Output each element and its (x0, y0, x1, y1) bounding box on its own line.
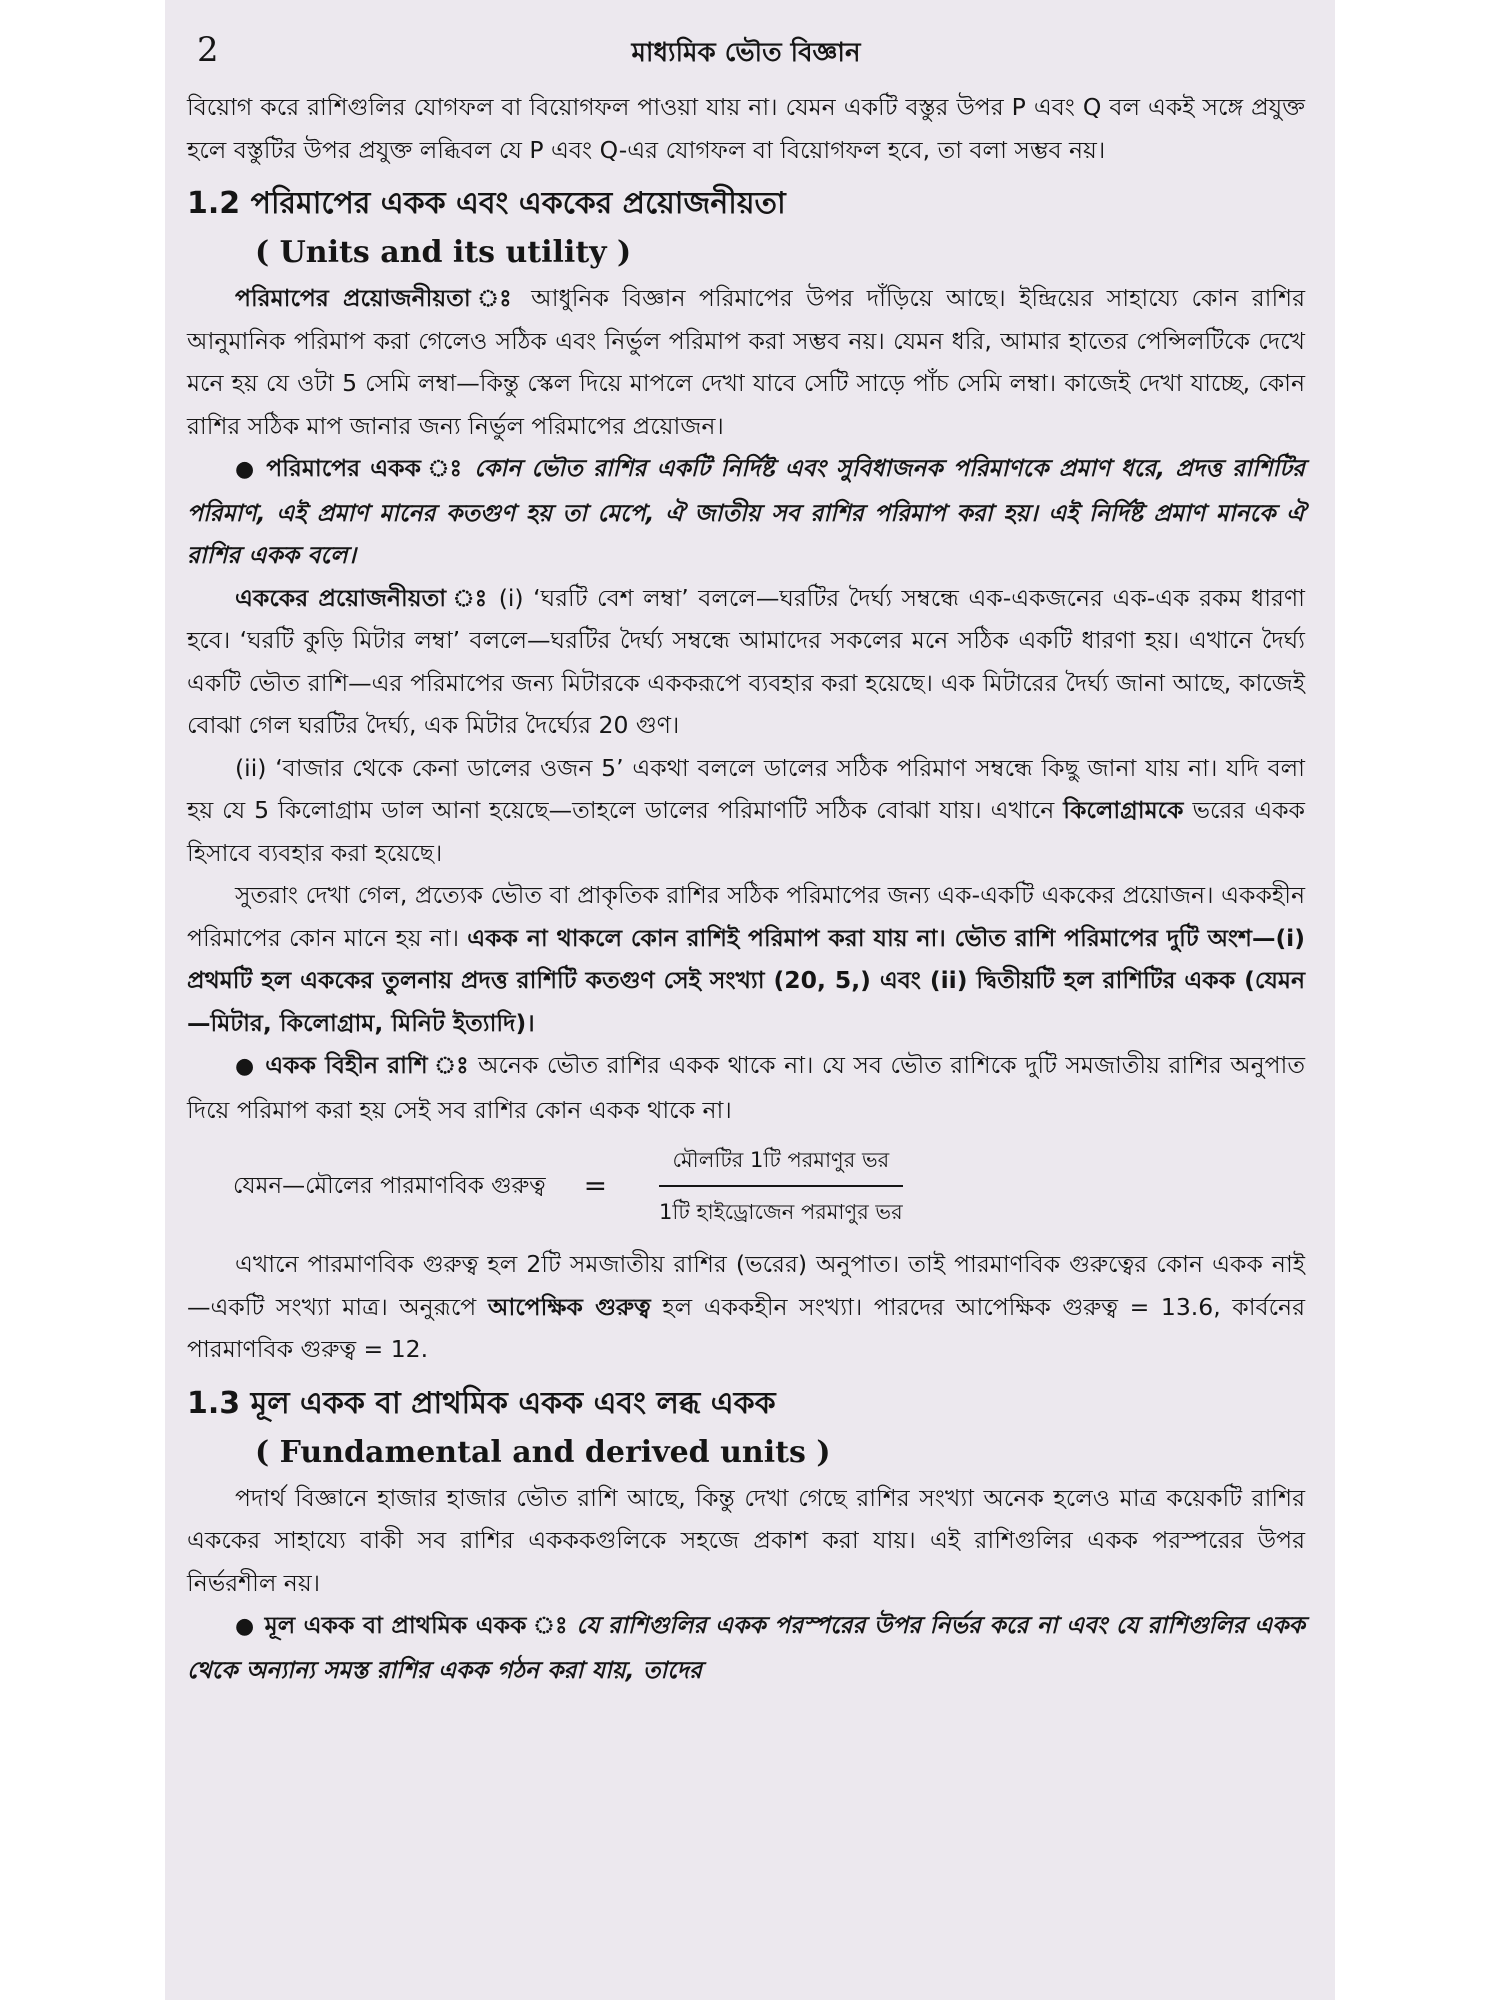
atomic-weight-formula (233, 1137, 1305, 1235)
unit-need-text: (i) ‘ঘরটি বেশ লম্বা’ বললে—ঘরটির দৈর্ঘ্য সম্বন্ধে এক-একজনের এক-এক রকম ধারণা হবে। ‘ঘরটি কুড়ি মিটার লম্বা’ বললে—ঘরটির দৈর্ঘ্য সম্বন্ধে আমাদের সকলের মনে সঠিক একটি ধারণা হয়। এখানে দৈর্ঘ্য একটি ভৌত রাশি—এর পরিমাপের জন্য মিটারকে এককরূপে ব্যবহার করা হয়েছে। এক মিটারের দৈর্ঘ্য জানা আছে, কাজেই বোঝা গেল ঘরটির দৈর্ঘ্য, এক মিটার দৈর্ঘ্যের 20 গুণ। (187, 583, 1305, 739)
summary-paragraph (187, 874, 1305, 1044)
summary-bold-text: একক না থাকলে কোন রাশিই পরিমাপ করা যায় না। ভৌত রাশি পরিমাপের দুটি অংশ—(i) প্রথমটি হল এককের তুলনায় প্রদত্ত রাশিটি কতগুণ সেই সংখ্যা (20, 5,) এবং (ii) দ্বিতীয়টি হল রাশিটির একক (যেমন—মিটার, কিলোগ্রাম, মিনিট ইত্যাদি)। (187, 923, 1305, 1037)
example-ii-text-b: ভরের একক হিসাবে ব্যবহার করা হয়েছে। (187, 796, 1305, 867)
unit-need-term: এককের প্রয়োজনীয়তা ঃ (235, 583, 490, 612)
page-header (187, 26, 1305, 86)
unit-definition-text: কোন ভৌত রাশির একটি নির্দিষ্ট এবং সুবিধাজনক পরিমাণকে প্রমাণ ধরে, প্রদত্ত রাশিটির পরিমাণ, এই প্রমাণ মানের কতগুণ হয় তা মেপে, ঐ জাতীয় সব রাশির পরিমাপ করা হয়। এই নির্দিষ্ট প্রমাণ মানকে ঐ রাশির একক বলে। (187, 454, 1305, 569)
formula-denominator: 1টি হাইড্রোজেন পরমাণুর ভর (659, 1200, 903, 1224)
relative-density-bold: আপেক্ষিক গুরুত্ব (487, 1292, 651, 1321)
formula-label: যেমন—মৌলের পারমাণবিক গুরুত্ব (233, 1172, 546, 1199)
fundamental-units-paragraph: পদার্থ বিজ্ঞানে হাজার হাজার ভৌত রাশি আছে, কিন্তু দেখা গেছে রাশির সংখ্যা অনেক হলেও মাত্র কয়েকটি রাশির এককের সাহায্যে বাকী সব রাশির একককগুলিকে সহজে প্রকাশ করা যায়। এই রাশিগুলির একক পরস্পরের উপর নির্ভরশীল নয়। (187, 1483, 1305, 1597)
textbook-page (165, 0, 1335, 2000)
unit-definition-term: ● পরিমাপের একক ঃ (235, 454, 464, 482)
fundamental-unit-definition (187, 1604, 1305, 1691)
measurement-need-text: আধুনিক বিজ্ঞান পরিমাপের উপর দাঁড়িয়ে আছে। ইন্দ্রিয়ের সাহায্যে কোন রাশির আনুমানিক পরিমাপ করা গেলেও সঠিক এবং নির্ভুল পরিমাপ করা সম্ভব নয়। যেমন ধরি, আমার হাতের পেন্সিলটিকে দেখে মনে হয় যে ওটা 5 সেমি লম্বা—কিন্তু স্কেল দিয়ে মাপলে দেখা যাবে সেটি সাড়ে পাঁচ সেমি লম্বা। কাজেই দেখা যাচ্ছে, কোন রাশির সঠিক মাপ জানার জন্য নির্ভুল পরিমাপের প্রয়োজন। (187, 284, 1305, 440)
unitless-paragraph (187, 1044, 1305, 1131)
section-1-3-subheading: ( Fundamental and derived units ) (255, 1434, 831, 1470)
example-ii-text-a: (ii) ‘বাজার থেকে কেনা ডালের ওজন 5’ একথা বললে ডালের সঠিক পরিমাণ সম্বন্ধে কিছু জানা যায় না। যদি বলা হয় যে 5 কিলোগ্রাম ডাল আনা হয়েছে—তাহলে ডালের পরিমাণটি সঠিক বোঝা যায়। এখানে (187, 753, 1305, 824)
unitless-term: ● একক বিহীন রাশি ঃ (235, 1051, 470, 1079)
section-1-2-heading: 1.2 পরিমাপের একক এবং এককের প্রয়োজনীয়তা (187, 186, 786, 221)
unitless-text: অনেক ভৌত রাশির একক থাকে না। যে সব ভৌত রাশিকে দুটি সমজাতীয় রাশির অনুপাত দিয়ে পরিমাপ করা হয় সেই সব রাশির কোন একক থাকে না। (187, 1051, 1305, 1124)
page-content (187, 86, 1305, 1691)
measurement-need-paragraph (187, 277, 1305, 447)
formula-fraction (645, 1139, 917, 1234)
relative-density-paragraph (187, 1243, 1305, 1371)
relative-density-text-b: হল এককহীন সংখ্যা। পারদের আপেক্ষিক গুরুত্ব = 13.6, কার্বনের পারমাণবিক গুরুত্ব = 12. (187, 1292, 1305, 1363)
fundamental-unit-term: ● মূল একক বা প্রাথমিক একক ঃ (235, 1611, 568, 1639)
example-ii-paragraph (187, 747, 1305, 875)
intro-paragraph: বিয়োগ করে রাশিগুলির যোগফল বা বিয়োগফল পাওয়া যায় না। যেমন একটি বস্তুর উপর P এবং Q বল একই সঙ্গে প্রযুক্ত হলে বস্তুটির উপর প্রযুক্ত লব্ধিবল যে P এবং Q-এর যোগফল বা বিয়োগফল হবে, তা বলা সম্ভব নয়। (187, 93, 1305, 164)
formula-numerator: মৌলটির 1টি পরমাণুর ভর (659, 1139, 904, 1188)
measurement-need-term: পরিমাপের প্রয়োজনীয়তা ঃ (235, 284, 518, 312)
section-1-2-subheading: ( Units and its utility ) (255, 235, 632, 270)
section-1-3-heading: 1.3 মূল একক বা প্রাথমিক একক এবং লব্ধ একক (187, 1385, 776, 1421)
running-title: মাধ্যমিক ভৌত বিজ্ঞান (631, 38, 861, 68)
example-ii-bold: কিলোগ্রামকে (1063, 796, 1184, 824)
fundamental-unit-text: যে রাশিগুলির একক পরস্পরের উপর নির্ভর করে না এবং যে রাশিগুলির একক থেকে অন্যান্য সমস্ত রাশির একক গঠন করা যায়, তাদের (187, 1611, 1305, 1684)
unit-definition-paragraph (187, 447, 1305, 577)
summary-text: সুতরাং দেখা গেল, প্রত্যেক ভৌত বা প্রাকৃতিক রাশির সঠিক পরিমাপের জন্য এক-একটি এককের প্রয়োজন। এককহীন পরিমাপের কোন মানে হয় না। (187, 881, 1305, 952)
page-number: 2 (197, 30, 219, 70)
relative-density-text-a: এখানে পারমাণবিক গুরুত্ব হল 2টি সমজাতীয় রাশির (ভরের) অনুপাত। তাই পারমাণবিক গুরুত্বের কোন একক নাই—একটি সংখ্যা মাত্র। অনুরূপে (187, 1250, 1305, 1321)
unit-need-paragraph (187, 577, 1305, 747)
formula-equals: = (583, 1168, 608, 1202)
